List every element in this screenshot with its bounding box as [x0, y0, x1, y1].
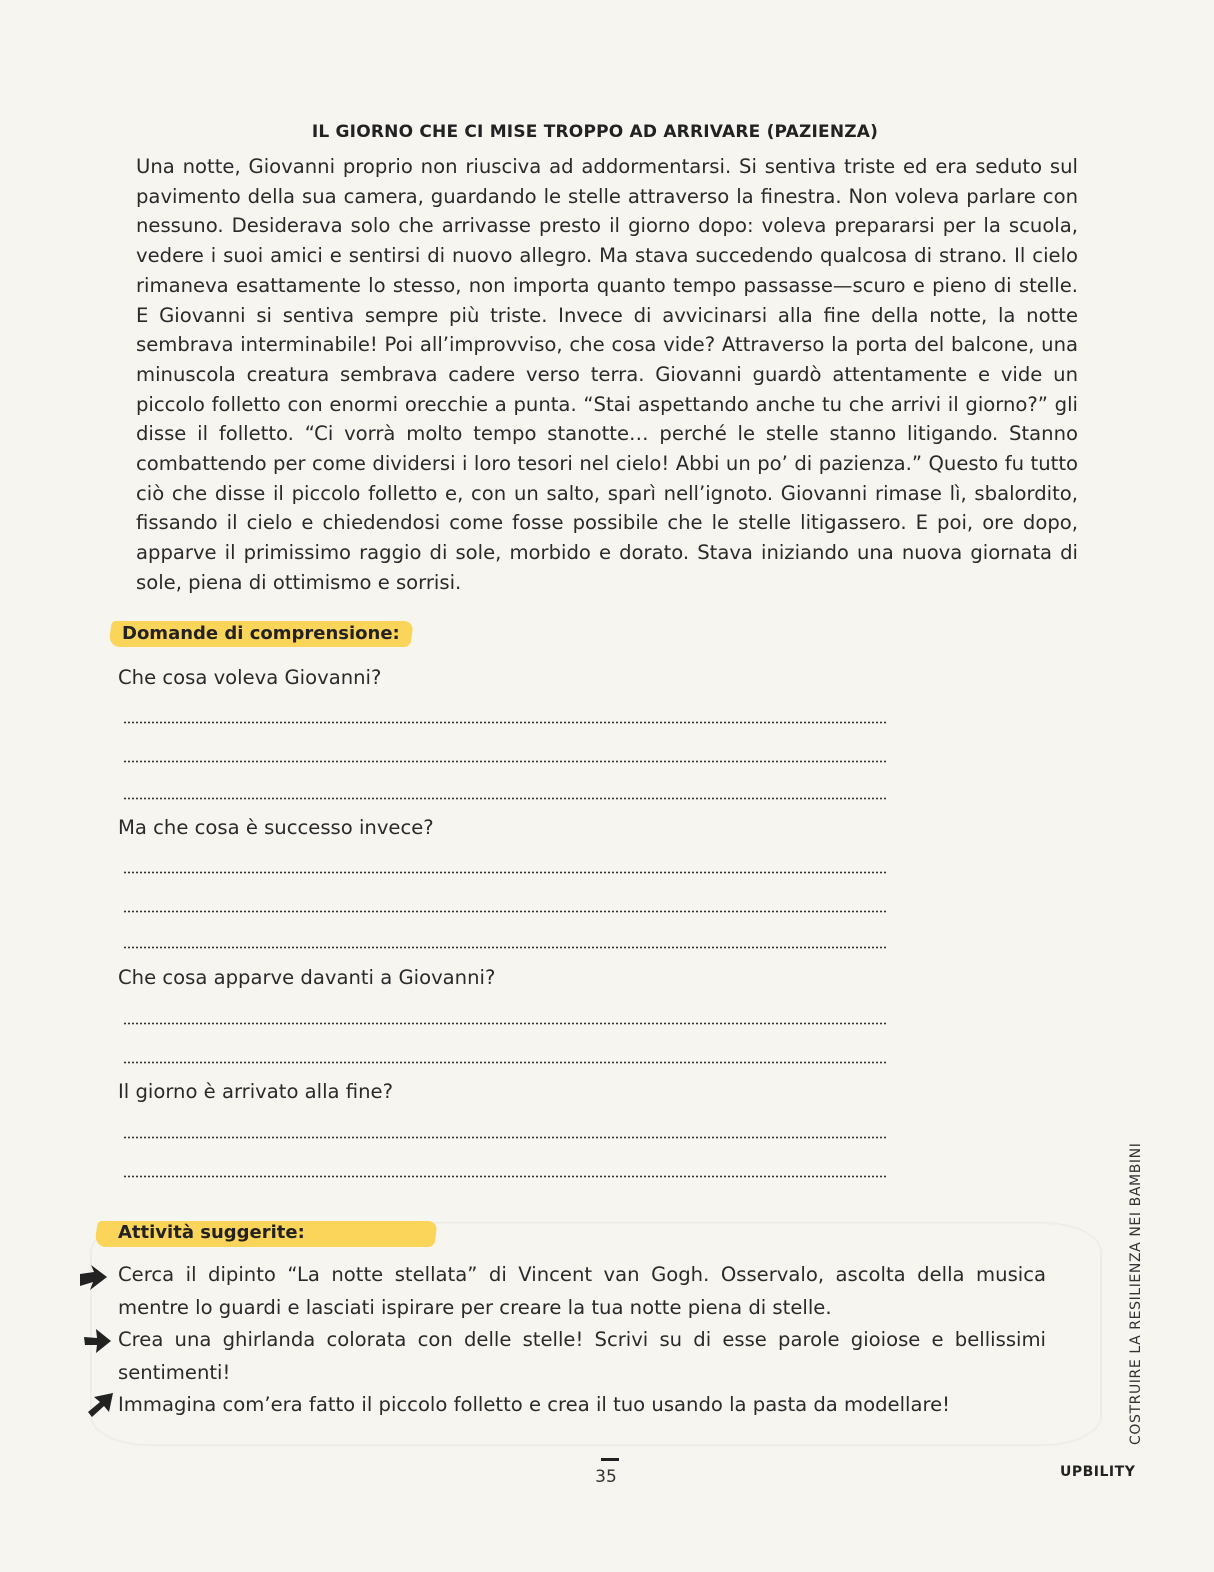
- story-text: Una notte, Giovanni proprio non riusciva ad addormentarsi. Si sentiva triste ed era seduto sul pavimento della sua camera, guardando le stelle attraverso la finestra. Non voleva parlare con nessuno. Desiderava solo che arrivasse presto il giorno dopo: voleva prepararsi per la scuola, vedere i suoi amici e sentirsi di nuovo allegro. Ma stava succedendo qualcosa di strano. Il cielo rimaneva esattamente lo stesso, non importa quanto tempo passasse—scuro e pieno di stelle. E Giovanni si sentiva sempre più triste. Invece di avvicinarsi alla fine della notte, la notte sembrava interminabile! Poi all’improvviso, che cosa vide? Attraverso la porta del balcone, una minuscola creatura sembrava cadere verso terra. Giovanni guardò attentamente e vide un piccolo folletto con enormi orecchie a punta. “Stai aspettando anche tu che arrivi il giorno?” gli disse il folletto. “Ci vorrà molto tempo stanotte… perché le stelle stanno litigando. Stanno combattendo per come dividersi i loro tesori nel cielo! Abbi un po’ di pazienza.” Questo fu tutto ciò che disse il piccolo folletto e, con un salto, sparì nell’ignoto. Giovanni rimase lì, sbalordito, fissando il cielo e chiedendosi come fosse possibile che le stelle litigassero. E poi, ore dopo, apparve il primissimo raggio di sole, morbido e dorato. Stava iniziando una nuova giornata di sole, piena di ottimismo e sorrisi.: [136, 155, 1078, 594]
- page-number-dash: [601, 1458, 619, 1461]
- activity-2: Crea una ghirlanda colorata con delle stelle! Scrivi su di esse parole gioiose e bellissimi sentimenti!: [118, 1328, 1046, 1384]
- answer-line[interactable]: [123, 910, 887, 913]
- activities-heading: Attività suggerite:: [118, 1222, 305, 1243]
- answer-line[interactable]: [123, 946, 887, 949]
- answer-line[interactable]: [123, 1022, 887, 1025]
- answer-line[interactable]: [123, 1136, 887, 1139]
- answer-line[interactable]: [123, 1061, 887, 1064]
- arrow-up-right-icon: [86, 1390, 116, 1420]
- question-1: Che cosa voleva Giovanni?: [118, 666, 382, 689]
- side-book-title: COSTRUIRE LA RESILIENZA NEI BAMBINI: [1128, 1142, 1144, 1445]
- brand-logo: UPBILITY: [1060, 1464, 1136, 1480]
- answer-line[interactable]: [123, 871, 887, 874]
- arrow-right-icon: [82, 1326, 112, 1356]
- comprehension-heading: Domande di comprensione:: [122, 623, 400, 644]
- page-number: 35: [595, 1467, 617, 1487]
- question-2: Ma che cosa è successo invece?: [118, 816, 434, 839]
- answer-line[interactable]: [123, 1175, 887, 1178]
- activity-3: Immagina com’era fatto il piccolo folletto e crea il tuo usando la pasta da modellare!: [118, 1393, 951, 1416]
- activity-1: Cerca il dipinto “La notte stellata” di Vincent van Gogh. Osservalo, ascolta della musica mentre lo guardi e lasciati ispirare per creare la tua notte piena di stelle.: [118, 1263, 1046, 1319]
- question-3: Che cosa apparve davanti a Giovanni?: [118, 966, 496, 989]
- question-4: Il giorno è arrivato alla fine?: [118, 1080, 394, 1103]
- answer-line[interactable]: [123, 721, 887, 724]
- answer-line[interactable]: [123, 797, 887, 800]
- answer-line[interactable]: [123, 760, 887, 763]
- arrow-right-icon: [78, 1262, 108, 1292]
- story-title: IL GIORNO CHE CI MISE TROPPO AD ARRIVARE (PAZIENZA): [311, 122, 879, 142]
